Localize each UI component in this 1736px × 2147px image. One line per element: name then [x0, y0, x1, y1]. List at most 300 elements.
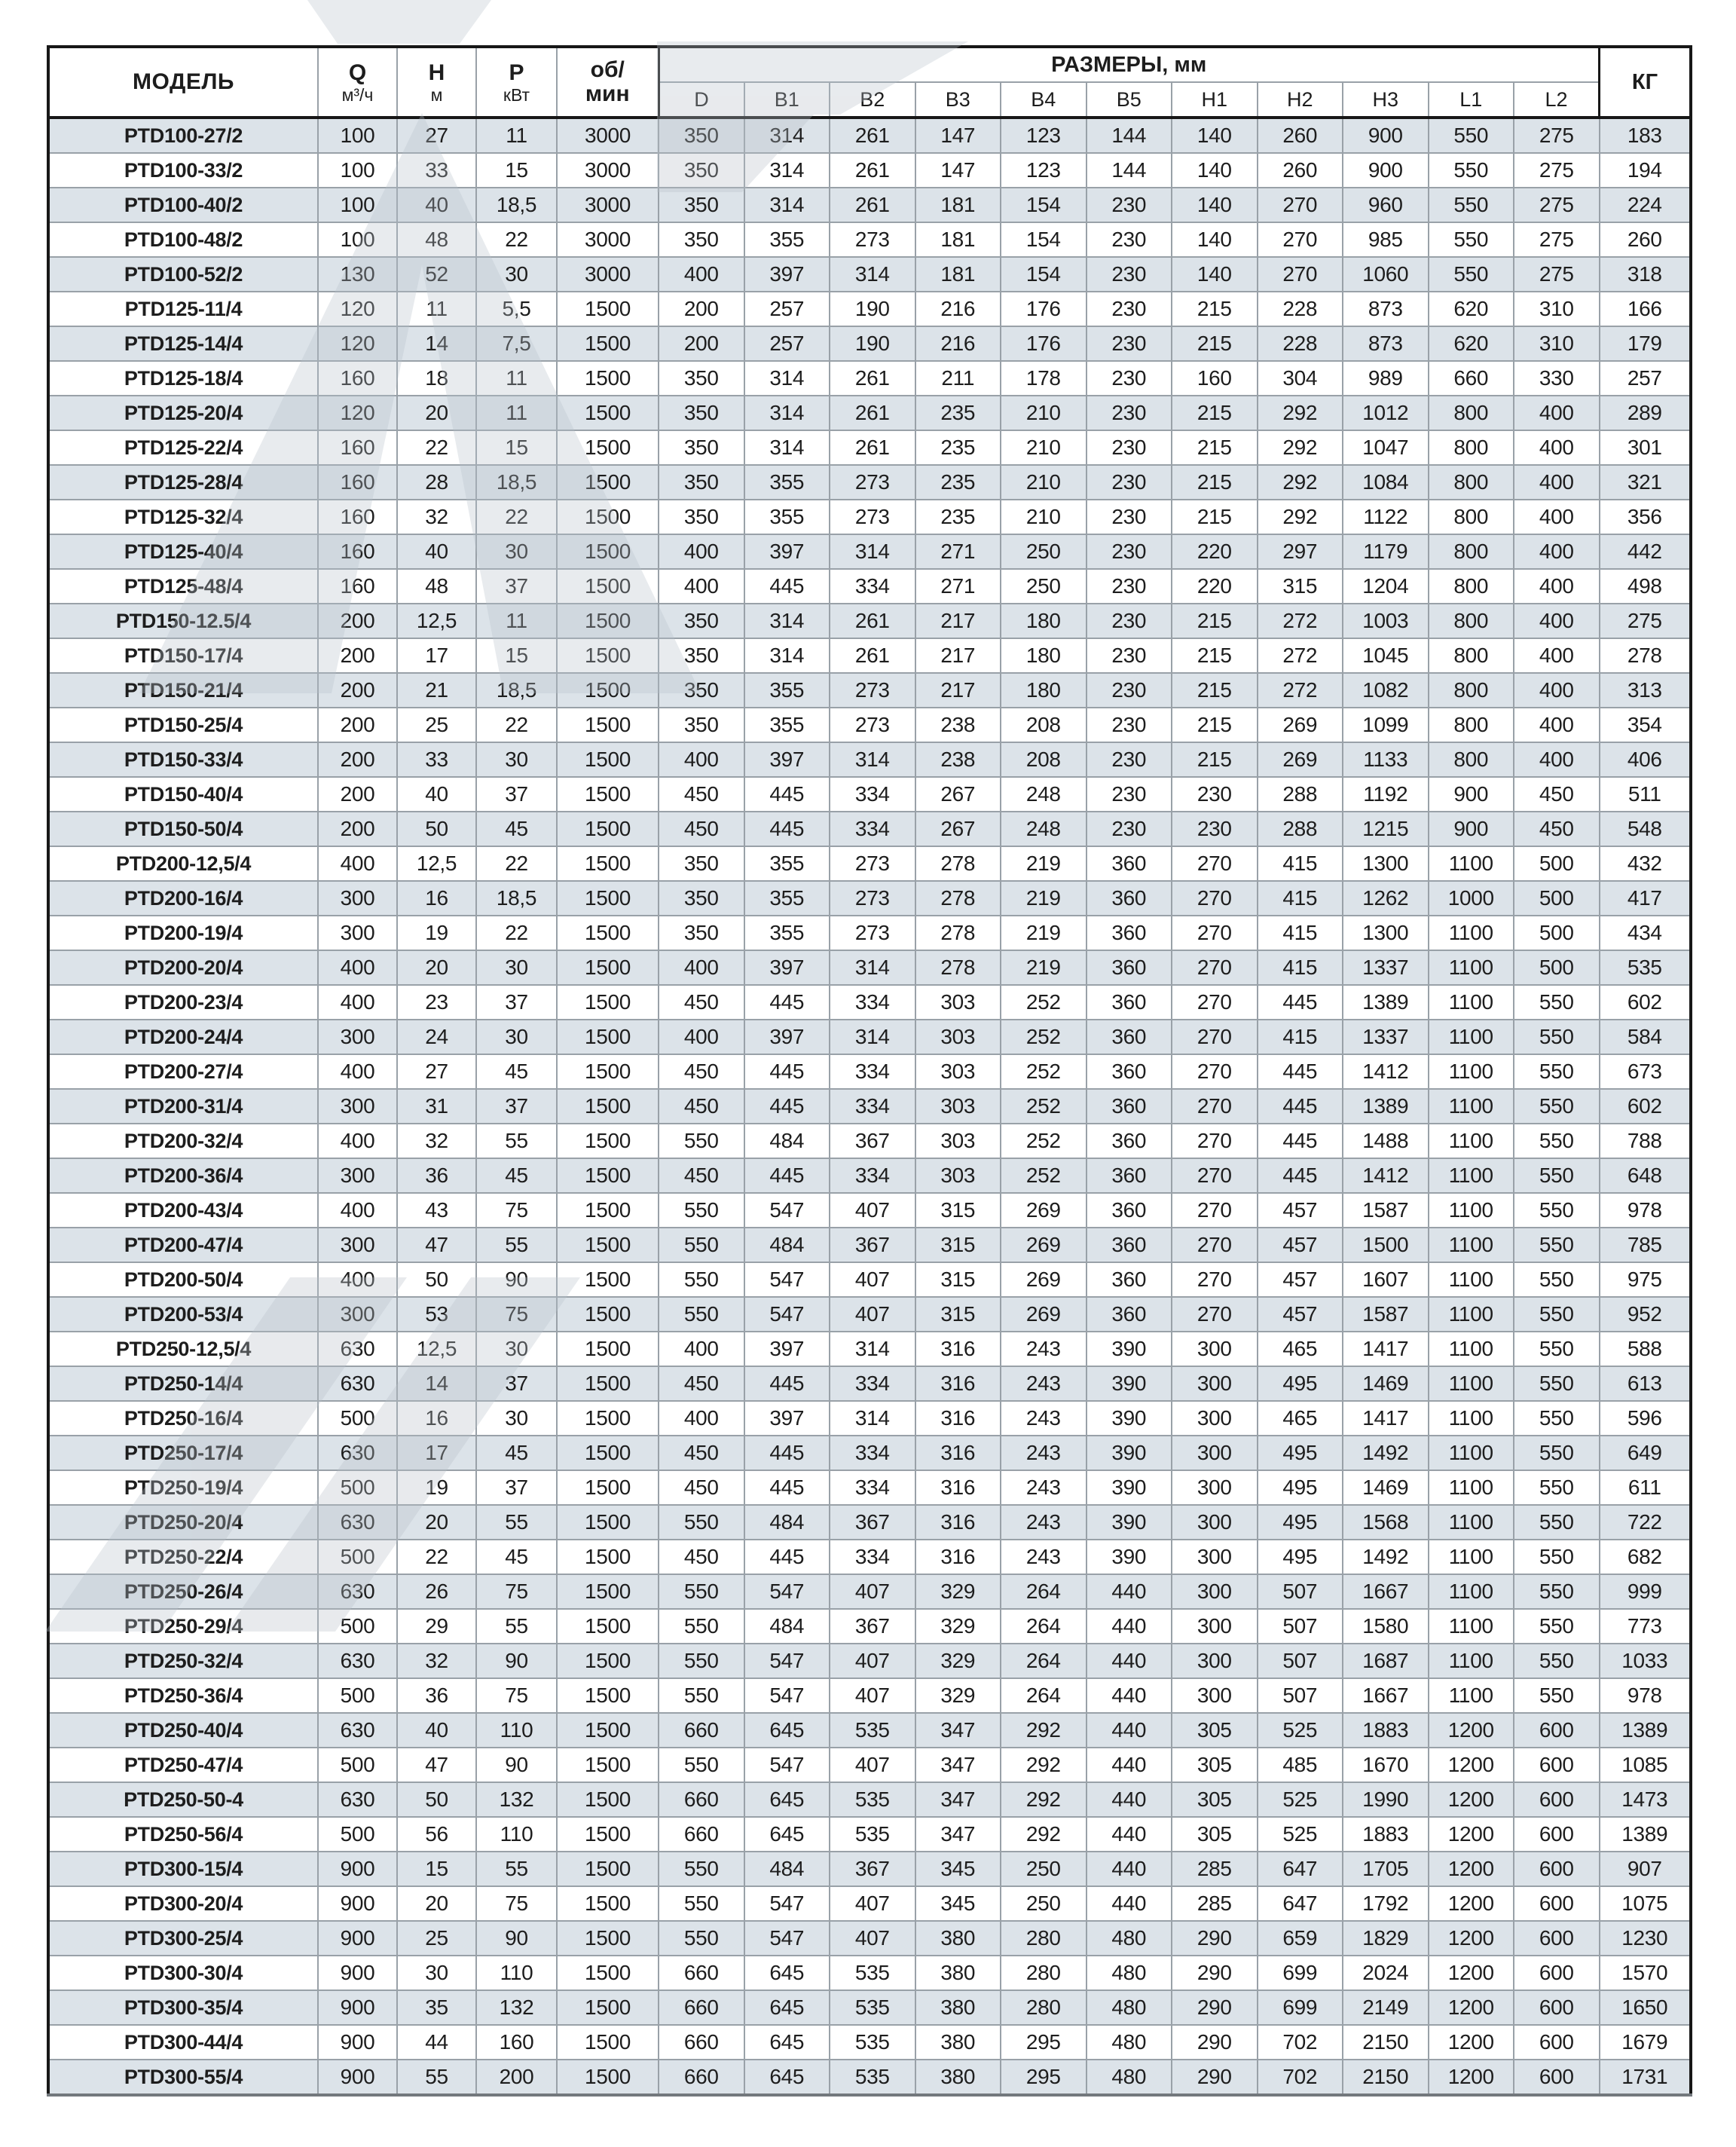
value-cell: 47 [397, 1228, 476, 1262]
value-cell: 1100 [1429, 1470, 1514, 1505]
value-cell: 450 [659, 1054, 744, 1089]
table-row [48, 1089, 1691, 1124]
value-cell: 407 [830, 1678, 915, 1713]
value-cell: 390 [1087, 1401, 1172, 1436]
col-header-l2: L2 [1514, 82, 1600, 118]
value-cell: 200 [318, 604, 397, 638]
value-cell: 535 [830, 1713, 915, 1748]
value-cell: 140 [1172, 118, 1258, 153]
value-cell: 1587 [1343, 1193, 1429, 1228]
value-cell: 183 [1600, 118, 1692, 153]
value-cell: 457 [1258, 1297, 1343, 1332]
value-cell: 550 [1514, 1436, 1600, 1470]
value-cell: 1389 [1600, 1713, 1692, 1748]
value-cell: 288 [1258, 777, 1343, 812]
value-cell: 445 [744, 777, 830, 812]
value-cell: 1099 [1343, 708, 1429, 742]
value-cell: 550 [1514, 1574, 1600, 1609]
value-cell: 400 [1514, 465, 1600, 500]
value-cell: 230 [1087, 257, 1172, 292]
value-cell: 1100 [1429, 1644, 1514, 1678]
value-cell: 500 [1514, 846, 1600, 881]
value-cell: 45 [476, 1054, 557, 1089]
value-cell: 445 [744, 1158, 830, 1193]
value-cell: 269 [1001, 1297, 1087, 1332]
value-cell: 160 [476, 2025, 557, 2060]
value-cell: 25 [397, 708, 476, 742]
value-cell: 22 [476, 916, 557, 950]
value-cell: 314 [830, 257, 915, 292]
table-row [48, 1193, 1691, 1228]
value-cell: 45 [476, 1540, 557, 1574]
value-cell: 315 [915, 1297, 1001, 1332]
value-cell: 230 [1087, 500, 1172, 534]
value-cell: 1300 [1343, 846, 1429, 881]
value-cell: 1500 [557, 881, 659, 916]
model-cell: PTD300-15/4 [48, 1852, 318, 1886]
value-cell: 1100 [1429, 1158, 1514, 1193]
value-cell: 550 [659, 1193, 744, 1228]
table-row [48, 257, 1691, 292]
value-cell: 334 [830, 1470, 915, 1505]
value-cell: 350 [659, 396, 744, 430]
value-cell: 285 [1172, 1886, 1258, 1921]
value-cell: 270 [1172, 1124, 1258, 1158]
value-cell: 1262 [1343, 881, 1429, 916]
value-cell: 37 [476, 1366, 557, 1401]
value-cell: 400 [1514, 534, 1600, 569]
value-cell: 702 [1258, 2060, 1343, 2095]
table-row [48, 1401, 1691, 1436]
model-cell: PTD200-12,5/4 [48, 846, 318, 881]
value-cell: 220 [1172, 569, 1258, 604]
value-cell: 350 [659, 222, 744, 257]
value-cell: 432 [1600, 846, 1692, 881]
model-cell: PTD300-44/4 [48, 2025, 318, 2060]
value-cell: 630 [318, 1644, 397, 1678]
value-cell: 500 [318, 1470, 397, 1505]
value-cell: 550 [1514, 1540, 1600, 1574]
value-cell: 17 [397, 1436, 476, 1470]
value-cell: 550 [1514, 1089, 1600, 1124]
value-cell: 1667 [1343, 1678, 1429, 1713]
value-cell: 110 [476, 1713, 557, 1748]
value-cell: 210 [1001, 465, 1087, 500]
value-cell: 1500 [557, 742, 659, 777]
value-cell: 535 [830, 1956, 915, 1990]
table-row [48, 604, 1691, 638]
value-cell: 120 [318, 292, 397, 326]
value-cell: 380 [915, 2060, 1001, 2095]
value-cell: 147 [915, 153, 1001, 188]
value-cell: 600 [1514, 1990, 1600, 2025]
value-cell: 250 [1001, 1852, 1087, 1886]
table-row [48, 1678, 1691, 1713]
power-unit: кВт [503, 84, 530, 105]
value-cell: 507 [1258, 1678, 1343, 1713]
value-cell: 500 [318, 1817, 397, 1852]
value-cell: 30 [476, 950, 557, 985]
value-cell: 360 [1087, 916, 1172, 950]
value-cell: 3000 [557, 257, 659, 292]
model-cell: PTD300-25/4 [48, 1921, 318, 1956]
value-cell: 407 [830, 1748, 915, 1782]
value-cell: 600 [1514, 1817, 1600, 1852]
table-row [48, 1644, 1691, 1678]
value-cell: 267 [915, 777, 1001, 812]
value-cell: 275 [1514, 153, 1600, 188]
col-group-dimensions: РАЗМЕРЫ, мм [659, 47, 1600, 82]
value-cell: 48 [397, 569, 476, 604]
value-cell: 37 [476, 985, 557, 1020]
value-cell: 550 [1514, 985, 1600, 1020]
value-cell: 500 [318, 1401, 397, 1436]
value-cell: 390 [1087, 1540, 1172, 1574]
value-cell: 290 [1172, 2060, 1258, 2095]
value-cell: 200 [659, 292, 744, 326]
value-cell: 208 [1001, 742, 1087, 777]
value-cell: 100 [318, 118, 397, 153]
value-cell: 289 [1600, 396, 1692, 430]
value-cell: 300 [318, 881, 397, 916]
value-cell: 495 [1258, 1366, 1343, 1401]
value-cell: 507 [1258, 1574, 1343, 1609]
value-cell: 450 [659, 812, 744, 846]
table-row [48, 1886, 1691, 1921]
value-cell: 367 [830, 1228, 915, 1262]
table-row [48, 153, 1691, 188]
value-cell: 355 [744, 881, 830, 916]
value-cell: 1500 [557, 638, 659, 673]
model-cell: PTD125-18/4 [48, 361, 318, 396]
model-cell: PTD150-21/4 [48, 673, 318, 708]
value-cell: 1100 [1429, 846, 1514, 881]
value-cell: 334 [830, 1089, 915, 1124]
table-row [48, 465, 1691, 500]
value-cell: 300 [318, 1228, 397, 1262]
value-cell: 314 [744, 430, 830, 465]
value-cell: 269 [1001, 1193, 1087, 1228]
value-cell: 400 [1514, 430, 1600, 465]
col-header-rpm [557, 47, 659, 118]
value-cell: 132 [476, 1990, 557, 2025]
value-cell: 1500 [557, 465, 659, 500]
value-cell: 219 [1001, 916, 1087, 950]
value-cell: 699 [1258, 1990, 1343, 2025]
value-cell: 261 [830, 638, 915, 673]
value-cell: 547 [744, 1297, 830, 1332]
value-cell: 660 [659, 1956, 744, 1990]
value-cell: 271 [915, 534, 1001, 569]
value-cell: 1100 [1429, 1262, 1514, 1297]
value-cell: 550 [659, 1921, 744, 1956]
value-cell: 445 [744, 812, 830, 846]
value-cell: 440 [1087, 1609, 1172, 1644]
value-cell: 1200 [1429, 2025, 1514, 2060]
value-cell: 160 [318, 500, 397, 534]
value-cell: 190 [830, 326, 915, 361]
model-cell: PTD250-20/4 [48, 1505, 318, 1540]
model-cell: PTD100-27/2 [48, 118, 318, 153]
value-cell: 273 [830, 846, 915, 881]
value-cell: 547 [744, 1644, 830, 1678]
value-cell: 250 [1001, 1886, 1087, 1921]
value-cell: 620 [1429, 292, 1514, 326]
value-cell: 315 [1258, 569, 1343, 604]
value-cell: 450 [659, 777, 744, 812]
value-cell: 465 [1258, 1401, 1343, 1436]
value-cell: 1580 [1343, 1609, 1429, 1644]
value-cell: 292 [1258, 500, 1343, 534]
value-cell: 440 [1087, 1678, 1172, 1713]
value-cell: 270 [1172, 881, 1258, 916]
value-cell: 1500 [557, 569, 659, 604]
value-cell: 314 [744, 118, 830, 153]
value-cell: 300 [1172, 1470, 1258, 1505]
table-row [48, 1124, 1691, 1158]
power-symbol: Р [509, 60, 524, 85]
value-cell: 19 [397, 1470, 476, 1505]
model-cell: PTD200-32/4 [48, 1124, 318, 1158]
value-cell: 32 [397, 500, 476, 534]
value-cell: 1215 [1343, 812, 1429, 846]
value-cell: 682 [1600, 1540, 1692, 1574]
value-cell: 269 [1001, 1228, 1087, 1262]
value-cell: 1488 [1343, 1124, 1429, 1158]
value-cell: 300 [1172, 1644, 1258, 1678]
value-cell: 400 [659, 257, 744, 292]
value-cell: 550 [659, 1748, 744, 1782]
value-cell: 316 [915, 1366, 1001, 1401]
value-cell: 304 [1258, 361, 1343, 396]
value-cell: 407 [830, 1886, 915, 1921]
value-cell: 37 [476, 569, 557, 604]
value-cell: 1500 [557, 916, 659, 950]
value-cell: 75 [476, 1297, 557, 1332]
value-cell: 273 [830, 673, 915, 708]
value-cell: 243 [1001, 1436, 1087, 1470]
model-cell: PTD250-32/4 [48, 1644, 318, 1678]
value-cell: 400 [318, 846, 397, 881]
value-cell: 316 [915, 1332, 1001, 1366]
value-cell: 1500 [557, 846, 659, 881]
value-cell: 1085 [1600, 1748, 1692, 1782]
value-cell: 275 [1514, 222, 1600, 257]
value-cell: 230 [1087, 292, 1172, 326]
value-cell: 550 [659, 1262, 744, 1297]
value-cell: 30 [476, 742, 557, 777]
value-cell: 316 [915, 1436, 1001, 1470]
value-cell: 270 [1172, 1193, 1258, 1228]
table-row [48, 985, 1691, 1020]
value-cell: 37 [476, 1470, 557, 1505]
table-row [48, 1921, 1691, 1956]
value-cell: 55 [476, 1228, 557, 1262]
value-cell: 445 [744, 569, 830, 604]
value-cell: 260 [1258, 153, 1343, 188]
flow-unit: м³/ч [341, 84, 374, 105]
value-cell: 45 [476, 1158, 557, 1193]
value-cell: 37 [476, 1089, 557, 1124]
value-cell: 484 [744, 1124, 830, 1158]
value-cell: 160 [318, 430, 397, 465]
value-cell: 16 [397, 881, 476, 916]
value-cell: 415 [1258, 950, 1343, 985]
value-cell: 2024 [1343, 1956, 1429, 1990]
value-cell: 230 [1087, 430, 1172, 465]
value-cell: 260 [1600, 222, 1692, 257]
value-cell: 400 [1514, 638, 1600, 673]
value-cell: 600 [1514, 1956, 1600, 1990]
value-cell: 300 [1172, 1574, 1258, 1609]
value-cell: 900 [1429, 812, 1514, 846]
value-cell: 547 [744, 1574, 830, 1609]
value-cell: 269 [1001, 1262, 1087, 1297]
value-cell: 1075 [1600, 1886, 1692, 1921]
value-cell: 350 [659, 638, 744, 673]
value-cell: 30 [476, 1020, 557, 1054]
table-body [48, 118, 1691, 2095]
value-cell: 550 [1514, 1609, 1600, 1644]
value-cell: 1084 [1343, 465, 1429, 500]
value-cell: 660 [659, 1990, 744, 2025]
value-cell: 314 [830, 1401, 915, 1436]
value-cell: 800 [1429, 534, 1514, 569]
value-cell: 230 [1087, 222, 1172, 257]
value-cell: 261 [830, 153, 915, 188]
value-cell: 243 [1001, 1505, 1087, 1540]
col-header-model: МОДЕЛЬ [48, 47, 318, 118]
table-row [48, 2025, 1691, 2060]
value-cell: 200 [318, 638, 397, 673]
value-cell: 1100 [1429, 916, 1514, 950]
value-cell: 154 [1001, 257, 1087, 292]
value-cell: 445 [744, 1436, 830, 1470]
value-cell: 440 [1087, 1852, 1172, 1886]
value-cell: 1200 [1429, 1748, 1514, 1782]
value-cell: 230 [1087, 742, 1172, 777]
value-cell: 550 [659, 1574, 744, 1609]
value-cell: 547 [744, 1193, 830, 1228]
value-cell: 100 [318, 222, 397, 257]
value-cell: 55 [476, 1124, 557, 1158]
value-cell: 1500 [557, 1748, 659, 1782]
value-cell: 1587 [1343, 1297, 1429, 1332]
value-cell: 457 [1258, 1193, 1343, 1228]
value-cell: 230 [1087, 777, 1172, 812]
value-cell: 100 [318, 153, 397, 188]
value-cell: 800 [1429, 500, 1514, 534]
value-cell: 267 [915, 812, 1001, 846]
model-cell: PTD200-36/4 [48, 1158, 318, 1193]
value-cell: 1100 [1429, 1401, 1514, 1436]
value-cell: 1500 [557, 1470, 659, 1505]
value-cell: 978 [1600, 1193, 1692, 1228]
value-cell: 200 [318, 777, 397, 812]
value-cell: 550 [1429, 222, 1514, 257]
value-cell: 329 [915, 1609, 1001, 1644]
value-cell: 660 [659, 1713, 744, 1748]
value-cell: 321 [1600, 465, 1692, 500]
value-cell: 440 [1087, 1713, 1172, 1748]
value-cell: 270 [1258, 188, 1343, 222]
value-cell: 547 [744, 1678, 830, 1713]
value-cell: 1500 [557, 1574, 659, 1609]
model-cell: PTD250-47/4 [48, 1748, 318, 1782]
value-cell: 407 [830, 1574, 915, 1609]
value-cell: 442 [1600, 534, 1692, 569]
model-cell: PTD250-16/4 [48, 1401, 318, 1436]
value-cell: 1492 [1343, 1436, 1429, 1470]
value-cell: 270 [1258, 257, 1343, 292]
value-cell: 280 [1001, 1990, 1087, 2025]
value-cell: 550 [1514, 1332, 1600, 1366]
value-cell: 673 [1600, 1054, 1692, 1089]
value-cell: 415 [1258, 881, 1343, 916]
value-cell: 445 [1258, 1054, 1343, 1089]
value-cell: 900 [1429, 777, 1514, 812]
value-cell: 390 [1087, 1505, 1172, 1540]
model-cell: PTD250-40/4 [48, 1713, 318, 1748]
value-cell: 297 [1258, 534, 1343, 569]
value-cell: 140 [1172, 257, 1258, 292]
value-cell: 140 [1172, 153, 1258, 188]
value-cell: 347 [915, 1713, 1001, 1748]
value-cell: 1100 [1429, 1193, 1514, 1228]
value-cell: 219 [1001, 950, 1087, 985]
value-cell: 181 [915, 188, 1001, 222]
col-header-weight: КГ [1600, 47, 1692, 118]
value-cell: 600 [1514, 2025, 1600, 2060]
value-cell: 1100 [1429, 1574, 1514, 1609]
value-cell: 978 [1600, 1678, 1692, 1713]
model-cell: PTD200-43/4 [48, 1193, 318, 1228]
model-cell: PTD125-20/4 [48, 396, 318, 430]
value-cell: 140 [1172, 222, 1258, 257]
value-cell: 1670 [1343, 1748, 1429, 1782]
value-cell: 525 [1258, 1713, 1343, 1748]
value-cell: 1679 [1600, 2025, 1692, 2060]
value-cell: 360 [1087, 1020, 1172, 1054]
col-header-head [397, 47, 476, 118]
value-cell: 194 [1600, 153, 1692, 188]
value-cell: 400 [1514, 742, 1600, 777]
value-cell: 356 [1600, 500, 1692, 534]
value-cell: 160 [318, 465, 397, 500]
value-cell: 600 [1514, 1748, 1600, 1782]
value-cell: 235 [915, 500, 1001, 534]
value-cell: 550 [1514, 1228, 1600, 1262]
value-cell: 550 [1514, 1470, 1600, 1505]
value-cell: 1100 [1429, 1366, 1514, 1401]
value-cell: 275 [1514, 188, 1600, 222]
value-cell: 300 [318, 1158, 397, 1193]
value-cell: 26 [397, 1574, 476, 1609]
value-cell: 588 [1600, 1332, 1692, 1366]
value-cell: 1500 [557, 292, 659, 326]
value-cell: 484 [744, 1228, 830, 1262]
value-cell: 550 [659, 1678, 744, 1713]
model-cell: PTD125-14/4 [48, 326, 318, 361]
value-cell: 53 [397, 1297, 476, 1332]
value-cell: 900 [318, 2025, 397, 2060]
value-cell: 500 [318, 1609, 397, 1644]
value-cell: 230 [1087, 534, 1172, 569]
value-cell: 176 [1001, 326, 1087, 361]
value-cell: 11 [476, 361, 557, 396]
value-cell: 334 [830, 1158, 915, 1193]
value-cell: 630 [318, 1332, 397, 1366]
